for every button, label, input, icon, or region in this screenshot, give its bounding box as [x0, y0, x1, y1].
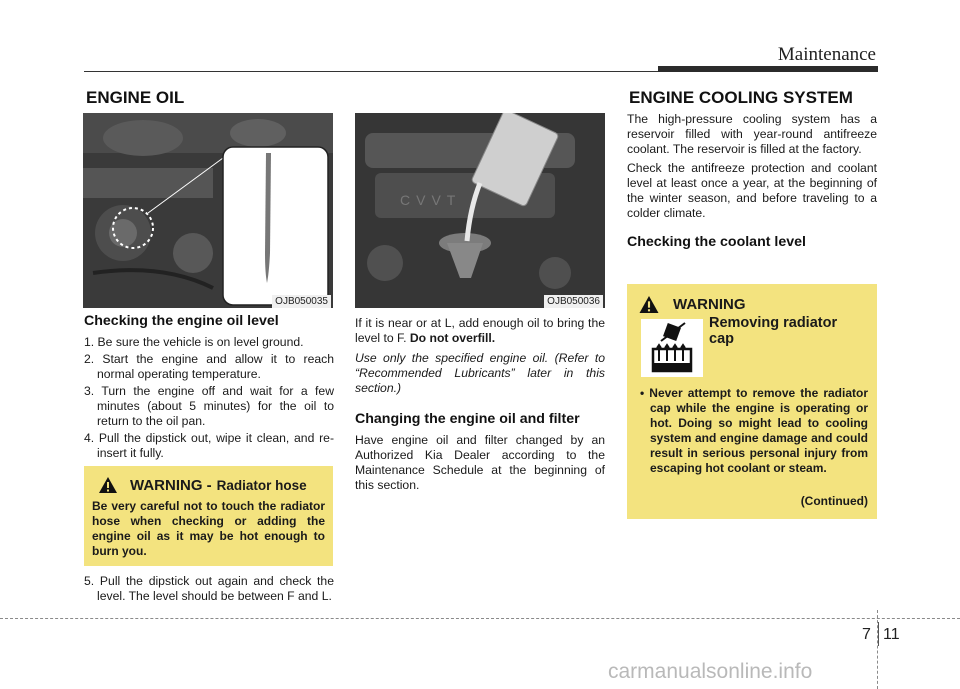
header-rule — [84, 71, 741, 72]
warning-subtitle: Radiator hose — [216, 477, 307, 493]
oil-pouring-illustration — [355, 113, 605, 308]
hot-radiator-icon — [641, 319, 703, 377]
photo-code-2: OJB050036 — [544, 295, 603, 308]
warning-triangle-icon — [638, 295, 660, 314]
changing-oil-heading: Changing the engine oil and filter — [355, 411, 580, 427]
oil-change-text: Have engine oil and filter changed by an Authorized Kia Dealer according to the Maintenance Schedule at the beginning of this section. — [355, 433, 605, 492]
coolant-check-text: Check the antifreeze protection and coolant level at least once a year, at the beginning of the winter season, and before traveling to a colder climate. — [627, 161, 877, 220]
left-column-bottom — [84, 574, 334, 606]
step-4: 4. Pull the dipstick out, wipe it clean, and re-insert it fully. — [84, 431, 334, 460]
oil-check-steps — [84, 335, 334, 461]
bullet-dot: • — [640, 386, 650, 400]
middle-column — [355, 316, 605, 497]
chapter-number: 7 — [862, 626, 871, 643]
cooling-intro: The high-pressure cooling system has a reservoir filled with year-round antifreeze coolant. The reservoir is filled at the factory. — [627, 112, 877, 156]
oil-level-heading: Checking the engine oil level — [84, 313, 279, 329]
header-bar — [658, 66, 878, 72]
warning-label: WARNING — [673, 296, 746, 313]
right-column — [627, 112, 877, 256]
watermark: carmanualsonline.info — [608, 660, 813, 683]
engine-dipstick-illustration — [83, 113, 333, 308]
warning-subtitle: Removing radiator cap — [709, 315, 838, 347]
footer-separator — [878, 622, 879, 646]
oil-fill-photo — [355, 113, 605, 308]
coolant-level-heading: Checking the coolant level — [627, 234, 806, 250]
step-2: 2. Start the engine and allow it to reach normal operating temperature. — [84, 352, 334, 381]
radiator-hose-warning — [84, 466, 333, 566]
left-column — [84, 314, 334, 463]
engine-oil-title: ENGINE OIL — [86, 88, 185, 107]
step-1: 1. Be sure the vehicle is on level ground. — [84, 335, 304, 349]
warning-label: WARNING - — [130, 476, 212, 494]
do-not-overfill: Do not overfill. — [409, 331, 496, 345]
warning-bullet: • Never attempt to remove the radiator cap while the engine is operating or hot. Doing so might lead to cooling system and engine damage and could result in serious personal injury from escaping hot coolant or steam. — [640, 386, 868, 475]
step-3: 3. Turn the engine off and wait for a few minutes (about 5 minutes) for the oil to return to the oil pan. — [84, 384, 334, 428]
dipstick-photo — [83, 113, 333, 308]
footer-rule — [0, 618, 960, 619]
warning-triangle-icon — [98, 476, 118, 494]
add-oil-text: If it is near or at L, add enough oil to bring the level to F. — [355, 316, 605, 345]
photo-code-1: OJB050035 — [272, 295, 331, 308]
specified-oil-note: Use only the specified engine oil. (Refer to “Recommended Lubricants” later in this section.) — [355, 351, 605, 395]
page-number: 11 — [883, 626, 900, 643]
radiator-cap-warning — [627, 284, 877, 519]
running-header: Maintenance — [777, 44, 876, 65]
svg-text:CVVT: CVVT — [400, 192, 462, 208]
step-5: 5. Pull the dipstick out again and check the level. The level should be between F and L. — [84, 574, 334, 603]
cooling-system-title: ENGINE COOLING SYSTEM — [629, 88, 853, 107]
warning-text: Be very careful not to touch the radiator hose when checking or adding the engine oil as it may be hot enough to burn you. — [92, 499, 325, 558]
continued-label: (Continued) — [800, 494, 868, 508]
